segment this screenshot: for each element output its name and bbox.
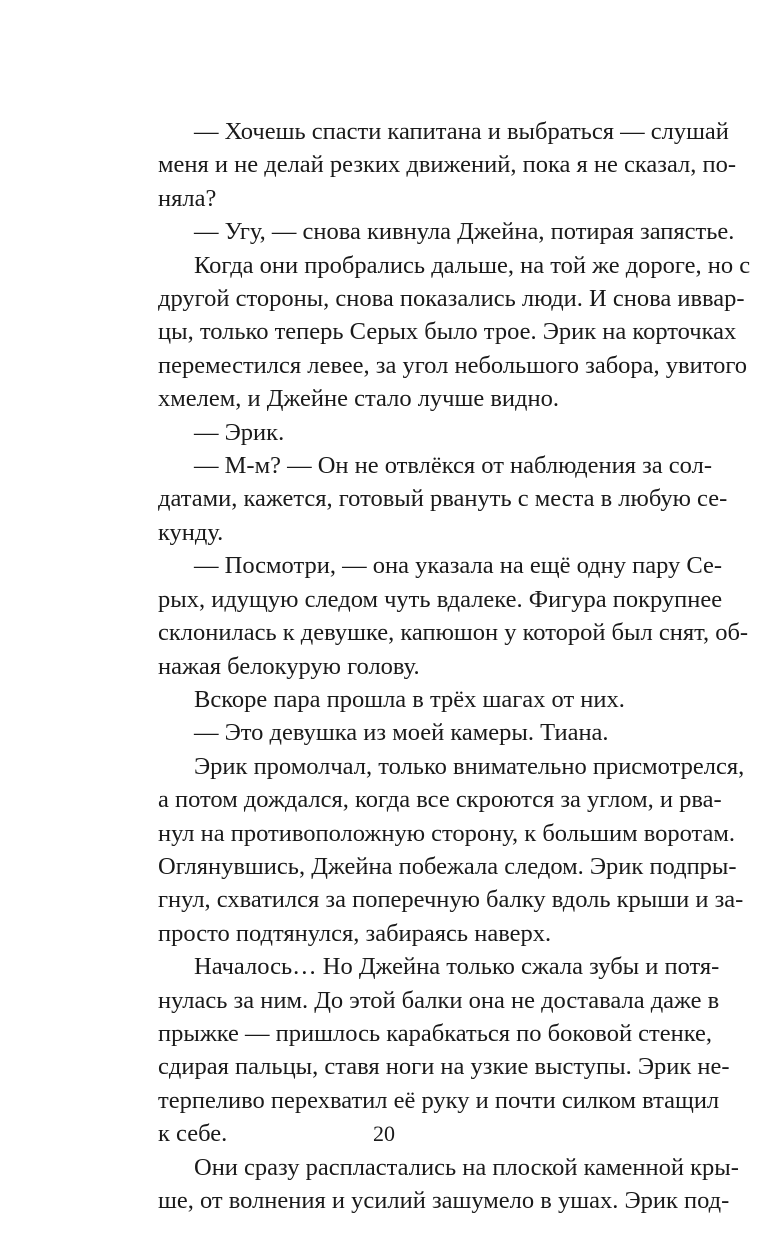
- text-line: Эрик промолчал, только внимательно присмотрелся,: [194, 752, 745, 780]
- text-line: хмелем, и Джейне стало лучше видно.: [158, 385, 559, 413]
- text-line: а потом дождался, когда все скроются за углом, и рва-: [158, 786, 722, 814]
- paragraph: [122, 1151, 739, 1218]
- text-line: рых, идущую следом чуть вдалеке. Фигура покрупнее: [158, 585, 723, 613]
- text-line: Оглянувшись, Джейна побежала следом. Эрик подпры-: [158, 852, 737, 880]
- paragraph: [122, 683, 688, 716]
- paragraph: [122, 750, 745, 950]
- text-line: ше, от волнения и усилий зашумело в ушах. Эрик под-: [158, 1187, 730, 1214]
- page-number: 20: [373, 1121, 395, 1146]
- text-line: просто подтянулся, забираясь наверх.: [158, 919, 552, 947]
- text-line: — М-м? — Он не отвлёкся от наблюдения за сол-: [194, 452, 712, 480]
- text-line: гнул, схватился за поперечную балку вдоль крыши и за-: [158, 886, 744, 914]
- paragraph: [122, 716, 688, 749]
- paragraph: [122, 449, 728, 549]
- text-line: переместился левее, за угол небольшого забора, увитого: [158, 351, 748, 379]
- text-line: — Это девушка из моей камеры. Тиана.: [194, 719, 609, 747]
- text-line: к себе.: [158, 1120, 228, 1148]
- text-line: кунду.: [158, 518, 224, 546]
- text-line: Вскоре пара прошла в трёх шагах от них.: [194, 685, 625, 713]
- paragraph: [122, 115, 737, 215]
- text-line: — Угу, — снова кивнула Джейна, потирая запястье.: [194, 218, 735, 246]
- paragraph: [122, 215, 735, 248]
- text-line: Когда они пробрались дальше, на той же дороге, но с: [194, 251, 751, 279]
- text-line: Началось… Но Джейна только сжала зубы и потя-: [194, 953, 720, 981]
- text-line: другой стороны, снова показались люди. И снова иввар-: [158, 285, 745, 313]
- paragraph: [122, 549, 749, 683]
- text-line: прыжке — пришлось карабкаться по боковой стенке,: [158, 1019, 713, 1047]
- paragraph: [122, 416, 688, 449]
- text-line: — Эрик.: [194, 418, 285, 446]
- text-line: датами, кажется, готовый рвануть с места в любую се-: [158, 485, 728, 513]
- text-line: терпеливо перехватил её руку и почти силком втащил: [158, 1086, 720, 1114]
- page-body-text: [122, 115, 751, 1217]
- text-line: — Посмотри, — она указала на ещё одну пару Се-: [194, 552, 723, 580]
- text-line: няла?: [158, 184, 217, 212]
- paragraph: [122, 249, 751, 416]
- text-line: Они сразу распластались на плоской каменной кры-: [194, 1153, 739, 1181]
- text-line: нул на противоположную сторону, к большим воротам.: [158, 819, 736, 847]
- text-line: сдирая пальцы, ставя ноги на узкие выступы. Эрик не-: [158, 1053, 730, 1081]
- text-line: цы, только теперь Серых было трое. Эрик на корточках: [158, 318, 737, 346]
- text-line: нажая белокурую голову.: [158, 652, 420, 680]
- text-line: нулась за ним. До этой балки она не доставала даже в: [158, 986, 720, 1014]
- text-line: склонилась к девушке, капюшон у которой был снят, об-: [158, 619, 749, 647]
- text-line: меня и не делай резких движений, пока я не сказал, по-: [158, 151, 737, 179]
- text-line: — Хочешь спасти капитана и выбраться — слушай: [194, 118, 729, 145]
